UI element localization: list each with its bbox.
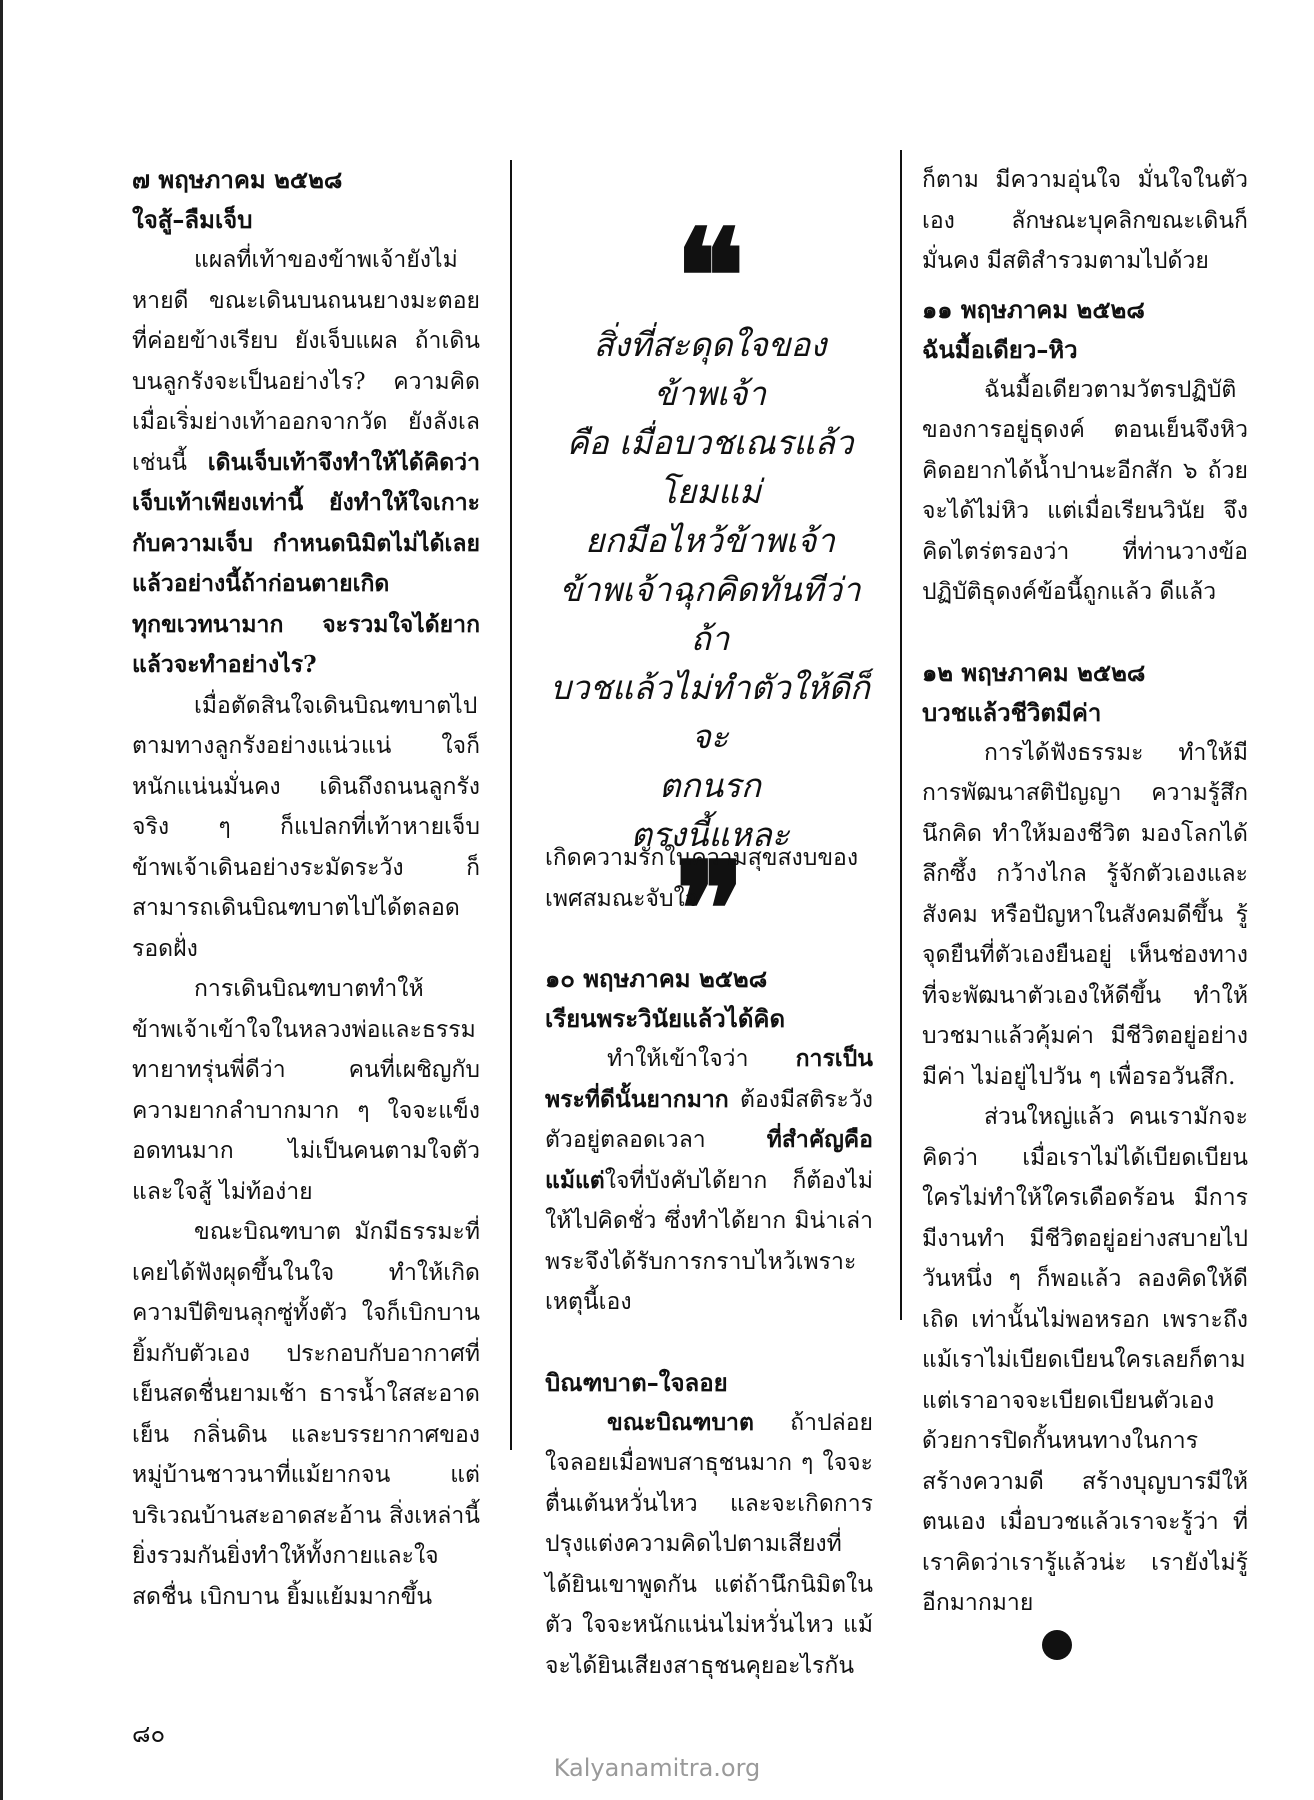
entry-date: ๑๒ พฤษภาคม ๒๕๒๘ [922, 658, 1146, 687]
paragraph: เมื่อตัดสินใจเดินบิณฑบาตไปตามทางลูกรังอย่างแน่วแน่ ใจก็หนักแน่นมั่นคง เดินถึงถนนลูกรังจริง ๆ ก็แปลกที่เท้าหายเจ็บ ข้าพเจ้าเดินอย่างระมัดระวัง ก็สามารถเดินบิณฑบาตไปได้ตลอดรอดฝั่ง [132, 692, 480, 962]
paragraph-text: ทำให้เข้าใจว่า [607, 1046, 796, 1072]
paragraph [545, 1403, 873, 1687]
quote-line: ข้าพเจ้าฉุกคิดทันทีว่า ถ้า [559, 570, 861, 658]
entry-date: ๑๑ พฤษภาคม ๒๕๒๘ [922, 295, 1145, 324]
paragraph [132, 240, 480, 686]
entry-heading: บวชแล้วชีวิตมีค่า [922, 698, 1102, 727]
paragraph: เกิดความรักในความสุขสงบของเพศสมณะจับใจ [545, 845, 859, 912]
paragraph-text: ถ้าปล่อยใจลอยเมื่อพบสาธุชนมาก ๆ ใจจะตื่นเต้นหวั่นไหว และจะเกิดการปรุงแต่งความคิดไปตามเสียงที่ได้ยินเขาพูดกัน แต่ถ้านึกนิมิตในตัว ใจจะหนักแน่นไม่หวั่นไหว แม้จะได้ยินเสียงสาธุชนคุยอะไรกัน [545, 1409, 873, 1679]
close-quote-icon: ❞ [675, 833, 745, 986]
column-divider [510, 160, 512, 1450]
entry-date: ๑๐ พฤษภาคม ๒๕๒๘ [545, 965, 768, 993]
column-divider [900, 150, 902, 1320]
open-quote-icon: ❝ [675, 200, 745, 353]
paragraph: ส่วนใหญ่แล้ว คนเรามักจะคิดว่า เมื่อเราไม่ได้เบียดเบียนใครไม่ทำให้ใครเดือดร้อน มีการมีงานทำ มีชีวิตอยู่อย่างสบายไปวันหนึ่ง ๆ ก็พอแล้ว ลองคิดให้ดีเถิด เท่านั้นไม่พอหรอก เพราะถึงแม้เราไม่เบียดเบียนใครเลยก็ตาม แต่เราอาจจะเบียดเบียนตัวเอง ด้วยการปิดกั้นหนทางในการสร้างความดี สร้างบุญบารมีให้ตนเอง เมื่อบวชแล้วเราจะรู้ว่า ที่เราคิดว่าเรารู้แล้วน่ะ เรายังไม่รู้อีกมากมาย [922, 1104, 1248, 1616]
entry-heading: บิณฑบาต–ใจลอย [545, 1368, 728, 1397]
paragraph-text: แผลที่เท้าของข้าพเจ้ายังไม่หายดี ขณะเดินบนถนนยางมะตอยที่ค่อยข้างเรียบ ยังเจ็บแผล ถ้าเดินบนลูกรังจะเป็นอย่างไร? ความคิดเมื่อเริ่มย่างเท้าออกจากวัด ยังลังเลเช่นนี้ [132, 247, 480, 476]
watermark: Kalyanamitra.org [553, 1754, 761, 1782]
paragraph [545, 1039, 873, 1323]
end-mark-icon [1042, 1630, 1072, 1660]
page-edge-line [0, 0, 3, 1800]
paragraph-bold-text: ขณะบิณฑบาต [607, 1408, 754, 1436]
quote-line: สิ่งที่สะดุดใจของข้าพเจ้า [593, 325, 827, 413]
paragraph-bold-text: การเป็นพระที่ดีนั้นยากมาก [545, 1045, 873, 1113]
quote-line: โยมแม่ [659, 472, 761, 511]
paragraph: ขณะบิณฑบาต มักมีธรรมะที่เคยได้ฟังผุดขึ้นในใจ ทำให้เกิดความปีติขนลุกซู่ทั้งตัว ใจก็เบิกบานยิ้มกับตัวเอง ประกอบกับอากาศที่เย็นสดชื่นยามเช้า ธารน้ำใสสะอาดเย็น กลิ่นดิน และบรรยากาศของหมู่บ้านชาวนาที่แม้ยากจน แต่บริเวณบ้านสะอาดสะอ้าน สิ่งเหล่านี้ยิ่งรวมกันยิ่งทำให้ทั้งกายและใจสดชื่น เบิกบาน ยิ้มแย้มมากขึ้น [132, 1219, 480, 1610]
paragraph-text: ต้องมีสติระวังตัวอยู่ตลอดเวลา [545, 1086, 873, 1153]
paragraph: การเดินบิณฑบาตทำให้ข้าพเจ้าเข้าใจในหลวงพ่อและธรรมทายาทรุ่นพี่ดีว่า คนที่เผชิญกับความยากลำบากมาก ๆ ใจจะแข็ง อดทนมาก ไม่เป็นคนตามใจตัว และใจสู้ ไม่ท้อง่าย [132, 976, 480, 1205]
entry-heading: ใจสู้–ลืมเจ็บ [132, 206, 253, 234]
quote-line: คือ เมื่อบวชเณรแล้ว [566, 423, 854, 462]
pull-quote-text [545, 320, 875, 859]
column-right [922, 160, 1248, 1664]
quote-line: ยกมือไหว้ข้าพเจ้า [585, 521, 835, 560]
paragraph-text: ใจที่บังคับได้ยาก ก็ต้องไม่ให้ไปคิดชั่ว ซึ่งทำได้ยาก มิน่าเล่า พระจึงได้รับการกราบไหว้เพราะเหตุนี้เอง [545, 1167, 873, 1315]
page-number: ๘๐ [132, 1720, 166, 1748]
paragraph-bold-text: เดินเจ็บเท้าจึงทำให้ได้คิดว่าเจ็บเท้าเพียงเท่านี้ ยังทำให้ใจเกาะกับความเจ็บ กำหนดนิมิตไม่ได้เลย แล้วอย่างนี้ถ้าก่อนตายเกิดทุกขเวทนามาก จะรวมใจได้ยากแล้วจะทำอย่างไร? [132, 448, 480, 678]
column-left [132, 160, 480, 1617]
entry-heading: ฉันมื้อเดียว–หิว [922, 335, 1078, 364]
quote-line: บวชแล้วไม่ทำตัวให้ดีก็จะ [550, 668, 870, 756]
paragraph-bold-text: ที่สำคัญคือ แม้แต่ [545, 1126, 873, 1194]
entry-heading: เรียนพระวินัยแล้วได้คิด [545, 1005, 786, 1033]
paragraph: การได้ฟังธรรมะ ทำให้มีการพัฒนาสติปัญญา ความรู้สึกนึกคิด ทำให้มองชีวิต มองโลกได้ลึกซึ้ง กว้างไกล รู้จักตัวเองและสังคม หรือปัญหาในสังคมดีขึ้น รู้จุดยืนที่ตัวเองยืนอยู่ เห็นช่องทางที่จะพัฒนาตัวเองให้ดีขึ้น ทำให้บวชมาแล้วคุ้มค่า มีชีวิตอยู่อย่างมีค่า ไม่อยู่ไปวัน ๆ เพื่อรอวันสึก. [922, 739, 1248, 1090]
entry-date: ๗ พฤษภาคม ๒๕๒๘ [132, 166, 343, 194]
paragraph: ก็ตาม มีความอุ่นใจ มั่นใจในตัวเอง ลักษณะบุคลิกขณะเดินก็มั่นคง มีสติสำรวมตามไปด้วย [922, 167, 1248, 274]
paragraph: ฉันมื้อเดียวตามวัตรปฏิบัติของการอยู่ธุดงค์ ตอนเย็นจึงหิว คิดอยากได้น้ำปานะอีกสัก ๖ ถ้วย จะได้ไม่หิว แต่เมื่อเรียนวินัย จึงคิดไตร่ตรองว่า ที่ท่านวางข้อปฏิบัติธุดงค์ข้อนี้ถูกแล้ว ดีแล้ว [922, 376, 1248, 605]
quote-line: ตกนรก [659, 766, 761, 805]
quote-line: ตรงนี้แหละ [630, 815, 790, 854]
